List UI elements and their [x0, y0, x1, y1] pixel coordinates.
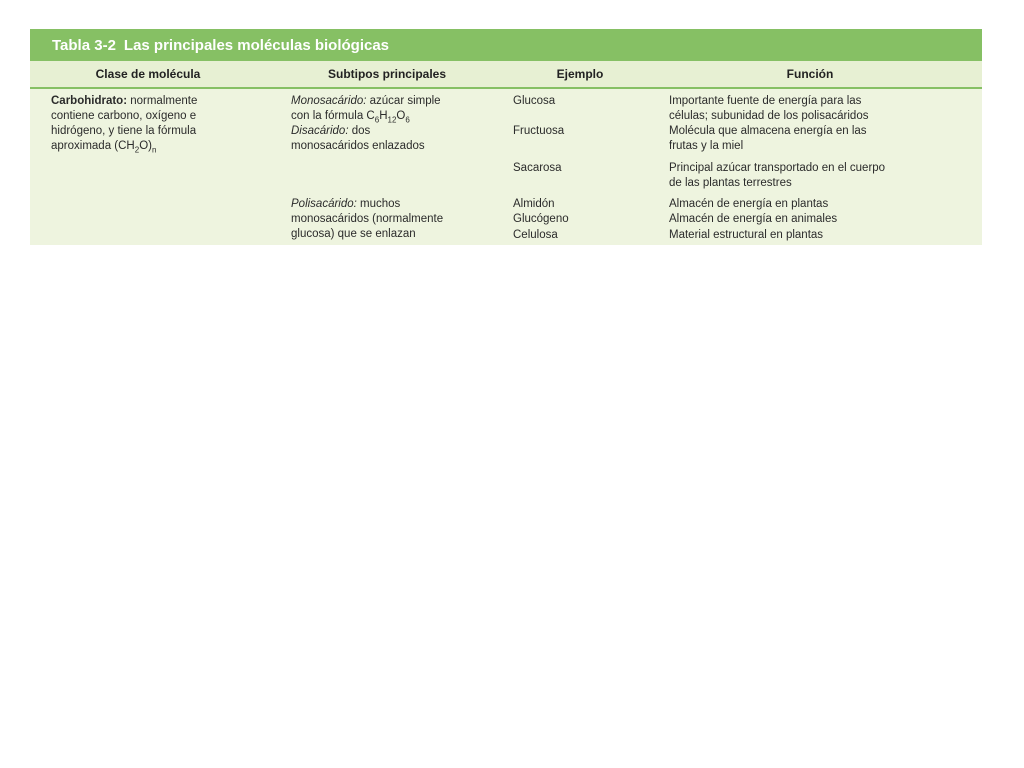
clase-name: Carbohidrato: [51, 95, 128, 107]
poli-desc-1: muchos [356, 198, 401, 210]
header-funcion: Función [786, 67, 834, 81]
ejemplo-celulosa: Celulosa [513, 229, 558, 241]
table-header-row [30, 61, 982, 89]
funcion-sacarosa: Principal azúcar transportado en el cuerpo de las plantas terrestres [669, 162, 886, 189]
ejemplo-glucosa: Glucosa [513, 95, 556, 107]
table-title-bar [30, 29, 982, 61]
di-desc-2: monosacáridos enlazados [291, 140, 425, 152]
cell-polisacarido [291, 197, 501, 242]
header-ejemplo: Ejemplo [556, 67, 604, 81]
ejemplo-sacarosa: Sacarosa [513, 162, 562, 174]
ejemplo-fructuosa: Fructuosa [513, 125, 565, 137]
cell-clase-carbohidrato [51, 94, 281, 154]
poli-desc-3: glucosa) que se enlazan [291, 228, 416, 240]
cell-disacarido [291, 124, 501, 154]
cell-monosacarido [291, 94, 501, 124]
table-title: Las principales moléculas biológicas [123, 36, 390, 54]
poli-name: Polisacárido: [291, 198, 357, 210]
funcion-fructuosa: Molécula que almacena energía en las frutas y la miel [669, 125, 867, 152]
funcion-glucosa: Importante fuente de energía para las células; subunidad de los polisacáridos [669, 95, 869, 122]
ejemplo-glucogeno: Glucógeno [513, 213, 569, 225]
mono-formula: con la fórmula $C_6H_{12}O_6$ [291, 110, 410, 125]
clase-desc-2: contiene carbono, oxígeno e [51, 110, 197, 122]
di-name: Disacárido: [291, 125, 349, 137]
funcion-glucogeno: Almacén de energía en animales [669, 213, 838, 225]
di-desc-1: dos [348, 125, 371, 137]
ejemplo-almidon: Almidón [513, 198, 555, 210]
header-subtipos: Subtipos principales [327, 67, 447, 81]
mono-desc-1: azúcar simple [366, 95, 441, 107]
biological-molecules-table [30, 29, 982, 245]
funcion-celulosa: Material estructural en plantas [669, 229, 824, 241]
funcion-almidon: Almacén de energía en plantas [669, 198, 829, 210]
mono-name: Monosacárido: [291, 95, 367, 107]
clase-desc-4: aproximada $(CH_2O)_n$ [51, 140, 157, 155]
table-body [30, 89, 982, 245]
clase-desc-3: hidrógeno, y tiene la fórmula [51, 125, 197, 137]
clase-desc-1: normalmente [127, 95, 198, 107]
header-clase: Clase de molécula [95, 67, 201, 81]
poli-desc-2: monosacáridos (normalmente [291, 213, 444, 225]
table-number: Tabla 3-2 [52, 36, 116, 54]
